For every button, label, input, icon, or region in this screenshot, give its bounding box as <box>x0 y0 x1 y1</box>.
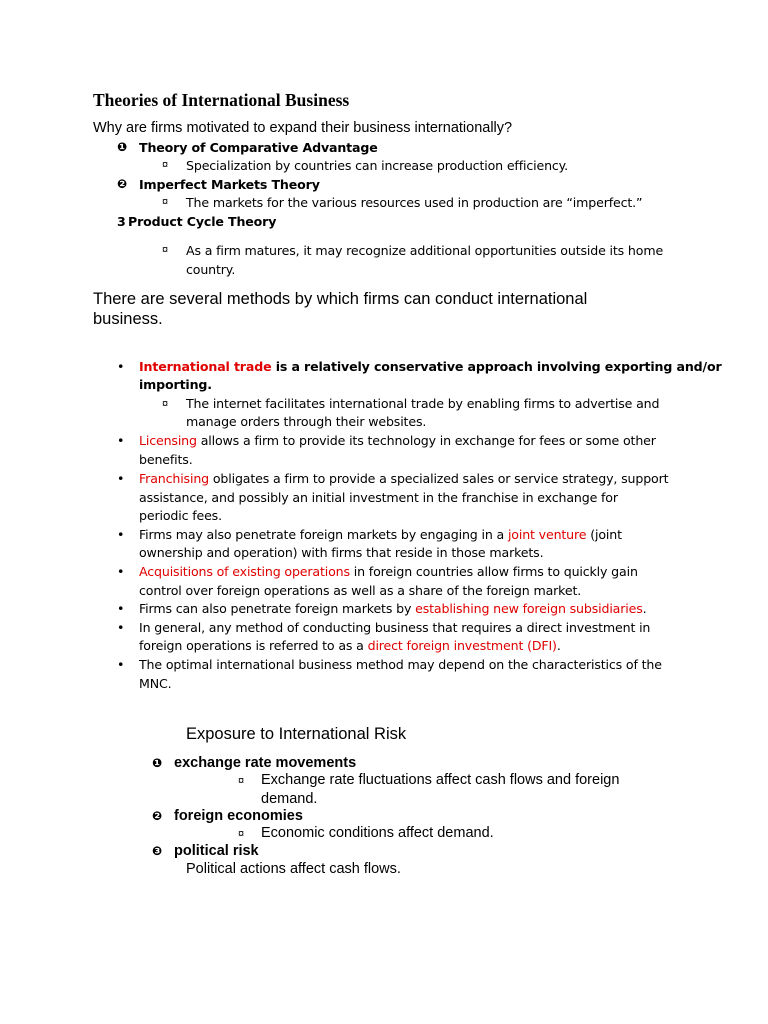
sub-bullet-icon: ¤ <box>238 828 245 840</box>
method-1-line1: International trade is a relatively conservative approach involving exporting and/or <box>139 359 722 374</box>
method-2-line2: benefits. <box>139 452 193 467</box>
bullet-icon: • <box>117 657 125 672</box>
risk-3-marker: ❸ <box>152 844 163 858</box>
theory-2-detail: The markets for the various resources used in production are “imperfect.” <box>186 195 643 210</box>
theory-1-name: Theory of Comparative Advantage <box>139 140 378 155</box>
method-8-line2: MNC. <box>139 676 172 691</box>
theory-1-detail: Specialization by countries can increase production efficiency. <box>186 158 569 173</box>
method-5-term: Acquisitions of existing operations <box>139 564 350 579</box>
sub-bullet-icon: ¤ <box>162 196 169 208</box>
bullet-icon: • <box>117 471 125 486</box>
sub-bullet-icon: ¤ <box>162 244 169 256</box>
risk-2-name: foreign economies <box>174 808 303 824</box>
method-1-sub-line1: The internet facilitates international trade by enabling firms to advertise and <box>186 396 660 411</box>
bullet-icon: • <box>117 527 125 542</box>
method-7-term: direct foreign investment (DFI) <box>367 638 557 653</box>
theory-2-marker: ❷ <box>117 177 128 191</box>
risk-1-name: exchange rate movements <box>174 755 357 771</box>
theory-2-name: Imperfect Markets Theory <box>139 177 320 192</box>
methods-heading-line1: There are several methods by which firms can conduct international <box>93 290 588 308</box>
method-6-line1: Firms can also penetrate foreign markets by establishing new foreign subsidiaries. <box>139 601 647 616</box>
method-4-term: joint venture <box>507 527 587 542</box>
method-4-line1: Firms may also penetrate foreign markets by engaging in a joint venture (joint <box>139 527 622 542</box>
theory-3-detail-line2: country. <box>186 262 236 277</box>
method-1-term: International trade <box>139 359 272 374</box>
risk-2-marker: ❷ <box>152 809 163 823</box>
bullet-icon: • <box>117 433 125 448</box>
risk-1-marker: ❶ <box>152 756 163 770</box>
sub-bullet-icon: ¤ <box>238 775 245 787</box>
method-1-line2: importing. <box>139 377 212 392</box>
theory-3-marker: 3 <box>117 214 126 229</box>
theory-3-name: Product Cycle Theory <box>128 214 277 229</box>
risk-3-detail: Political actions affect cash flows. <box>186 861 401 877</box>
sub-bullet-icon: ¤ <box>162 398 169 410</box>
method-3-line3: periodic fees. <box>139 508 222 523</box>
risk-3-name: political risk <box>174 843 259 859</box>
method-8-line1: The optimal international business method may depend on the characteristics of the <box>139 657 662 672</box>
risk-2-detail: Economic conditions affect demand. <box>261 825 494 841</box>
method-3-term: Franchising <box>139 471 209 486</box>
method-7-line1: In general, any method of conducting business that requires a direct investment in <box>139 620 651 635</box>
methods-heading-line2: business. <box>93 310 163 328</box>
method-2-term: Licensing <box>139 433 197 448</box>
method-5-line2: control over foreign operations as well as a share of the foreign market. <box>139 583 582 598</box>
bullet-icon: • <box>117 359 125 374</box>
theory-3-detail-line1: As a firm matures, it may recognize additional opportunities outside its home <box>186 243 664 258</box>
bullet-icon: • <box>117 601 125 616</box>
method-7-line2: foreign operations is referred to as a direct foreign investment (DFI). <box>139 638 561 653</box>
method-3-line1: Franchising obligates a firm to provide a specialized sales or service strategy, support <box>139 471 669 486</box>
method-5-line1: Acquisitions of existing operations in foreign countries allow firms to quickly gain <box>139 564 638 579</box>
risk-1-detail-line2: demand. <box>261 791 318 807</box>
theory-1-marker: ❶ <box>117 140 128 154</box>
bullet-icon: • <box>117 620 125 635</box>
risk-heading: Exposure to International Risk <box>186 725 407 743</box>
method-6-term: establishing new foreign subsidiaries <box>415 601 643 616</box>
risk-1-detail-line1: Exchange rate fluctuations affect cash flows and foreign <box>261 772 620 788</box>
method-3-line2: assistance, and possibly an initial investment in the franchise in exchange for <box>139 490 618 505</box>
sub-bullet-icon: ¤ <box>162 159 169 171</box>
method-1-sub-line2: manage orders through their websites. <box>186 414 427 429</box>
page-title: Theories of International Business <box>93 90 350 110</box>
method-4-line2: ownership and operation) with firms that reside in those markets. <box>139 545 544 560</box>
intro-question: Why are firms motivated to expand their business internationally? <box>93 120 513 136</box>
bullet-icon: • <box>117 564 125 579</box>
method-2-line1: Licensing allows a firm to provide its technology in exchange for fees or some other <box>139 433 656 448</box>
